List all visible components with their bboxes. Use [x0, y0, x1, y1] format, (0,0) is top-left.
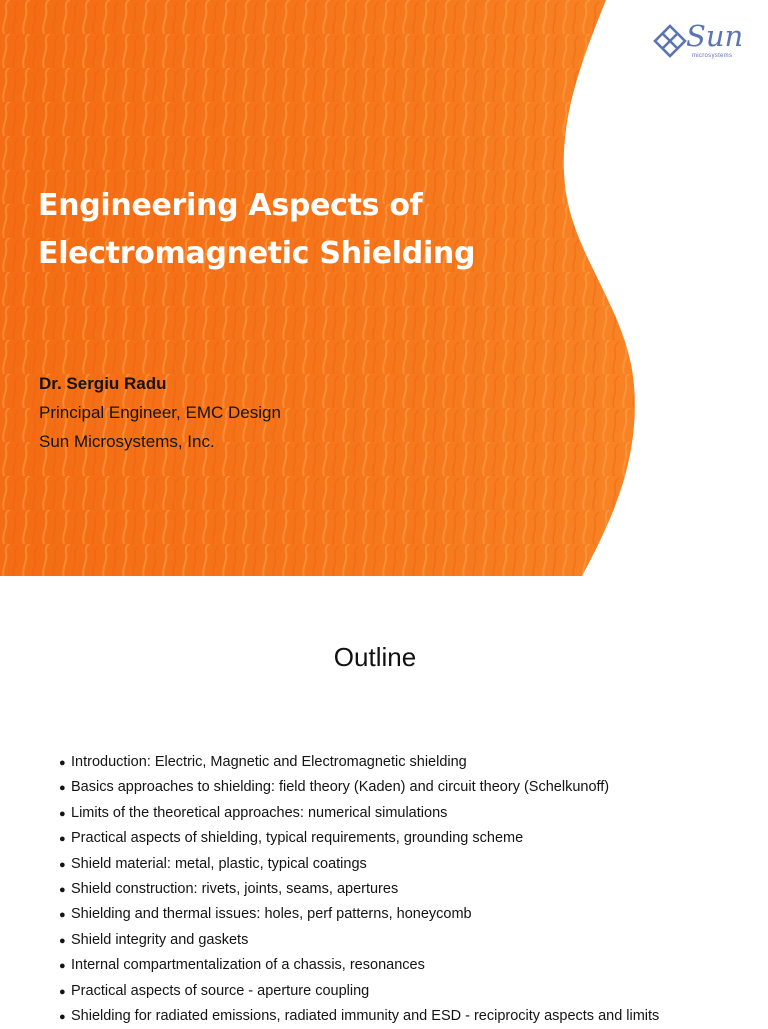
outline-slide	[0, 576, 768, 1024]
outline-item	[59, 953, 659, 978]
bullet-icon: ●	[59, 884, 66, 897]
outline-item-text: Practical aspects of shielding, typical requirements, grounding scheme	[71, 830, 524, 847]
outline-item	[59, 902, 659, 927]
bullet-icon: ●	[59, 909, 66, 922]
bullet-icon: ●	[59, 807, 66, 820]
title-line-1: Engineering Aspects of	[38, 188, 423, 223]
outline-item-text: Introduction: Electric, Magnetic and Electromagnetic shielding	[71, 754, 467, 770]
bullet-icon: ●	[59, 757, 66, 769]
outline-item	[59, 877, 659, 902]
author-company: Sun Microsystems, Inc.	[39, 432, 215, 451]
outline-item	[59, 852, 659, 877]
title-line-2: Electromagnetic Shielding	[38, 236, 476, 271]
bullet-icon: ●	[59, 782, 66, 795]
logo-wordmark: Sun	[686, 19, 744, 53]
outline-item	[59, 775, 659, 800]
outline-title: Outline	[333, 642, 417, 672]
outline-item-text: Limits of the theoretical approaches: numerical simulations	[71, 804, 448, 821]
bullet-icon: ●	[59, 985, 66, 998]
author-block	[39, 369, 281, 456]
outline-item-text: Shielding for radiated emissions, radiated immunity and ESD - reciprocity aspects and limits	[71, 1008, 660, 1025]
outline-item-text: Practical aspects of source - aperture coupling	[71, 982, 370, 999]
logo-subtext: microsystems	[692, 53, 733, 59]
bullet-icon: ●	[59, 858, 66, 871]
outline-item-text: Shield material: metal, plastic, typical coatings	[71, 855, 367, 872]
outline-item-text: Shielding and thermal issues: holes, perf patterns, honeycomb	[71, 906, 472, 923]
sun-microsystems-logo	[653, 19, 745, 66]
outline-item-text: Basics approaches to shielding: field theory (Kaden) and circuit theory (Schelkunoff)	[71, 779, 610, 796]
outline-item	[59, 750, 659, 775]
outline-item	[59, 801, 659, 826]
outline-item-text: Shield construction: rivets, joints, seams, apertures	[71, 881, 399, 898]
bullet-icon: ●	[59, 934, 66, 947]
bullet-icon: ●	[59, 960, 66, 973]
outline-item-text: Shield integrity and gaskets	[71, 931, 249, 948]
outline-list	[59, 750, 659, 1029]
author-role: Principal Engineer, EMC Design	[39, 403, 281, 422]
author-name: Dr. Sergiu Radu	[39, 374, 167, 393]
presentation-title	[38, 182, 475, 278]
outline-item-text: Internal compartmentalization of a chassis, resonances	[71, 957, 425, 974]
bullet-icon: ●	[59, 833, 66, 846]
outline-item	[59, 826, 659, 851]
outline-item	[59, 928, 659, 953]
outline-item	[59, 1004, 659, 1029]
bullet-icon: ●	[59, 1011, 66, 1024]
sun-diamond-logo-icon	[653, 24, 687, 58]
outline-item	[59, 979, 659, 1004]
